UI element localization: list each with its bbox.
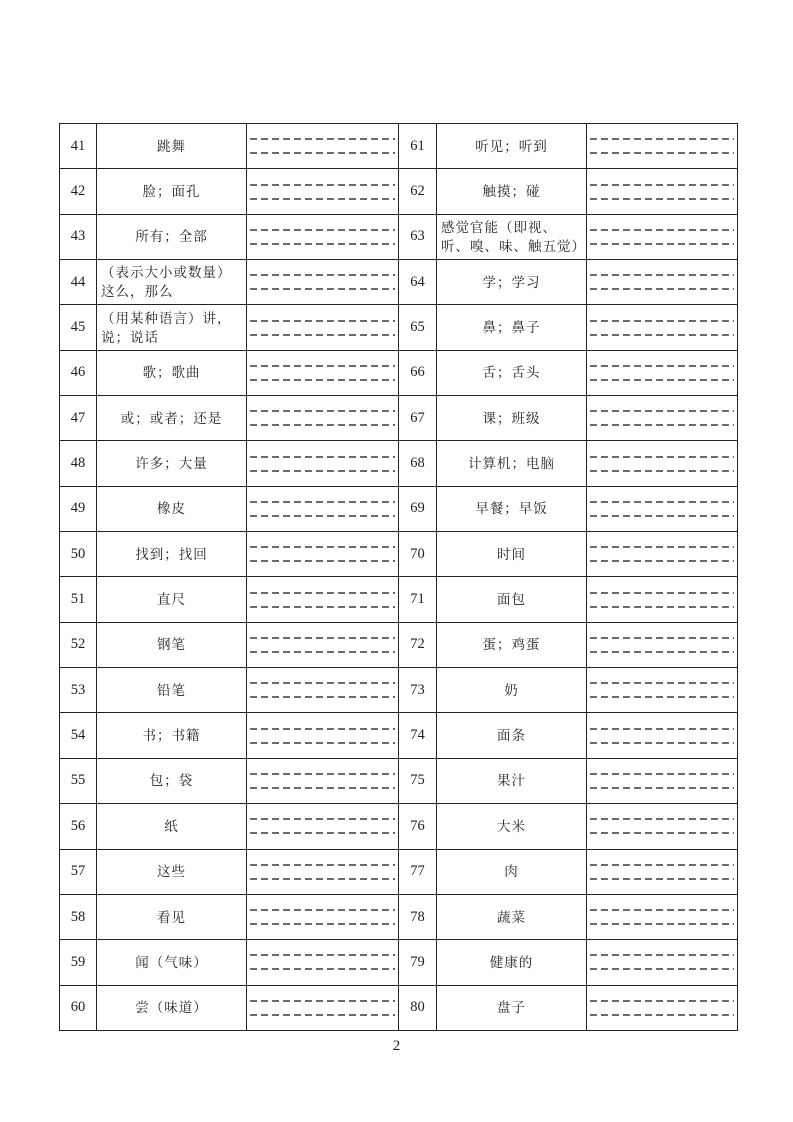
entry-number-cell: 48 (60, 441, 97, 486)
entry-word-cell: 课；班级 (437, 396, 587, 441)
answer-writing-line (590, 274, 734, 276)
answer-blank-stack (250, 805, 395, 847)
entry-number-cell: 77 (399, 849, 437, 894)
answer-writing-line (590, 1000, 734, 1002)
answer-writing-line (250, 456, 395, 458)
entry-number-cell: 42 (60, 169, 97, 214)
answer-writing-line (250, 696, 395, 698)
answer-blank-cell (247, 486, 399, 531)
answer-blank-stack (590, 352, 734, 394)
answer-blank-stack (590, 987, 734, 1029)
answer-blank-cell (587, 668, 738, 713)
answer-blank-cell (247, 214, 399, 259)
entry-word-cell: 早餐；早饭 (437, 486, 587, 531)
entry-number-cell: 59 (60, 940, 97, 985)
entry-word-cell: 直尺 (97, 577, 247, 622)
entry-word-cell: 所有；全部 (97, 214, 247, 259)
answer-blank-cell (247, 849, 399, 894)
answer-blank-stack (590, 443, 734, 485)
answer-writing-line (590, 320, 734, 322)
entry-number-cell: 71 (399, 577, 437, 622)
table-row (60, 214, 738, 259)
entry-number-cell: 54 (60, 713, 97, 758)
answer-blank-stack (590, 896, 734, 938)
entry-word-cell: 尝（味道） (97, 985, 247, 1030)
answer-blank-stack (250, 579, 395, 621)
answer-writing-line (250, 682, 395, 684)
answer-writing-line (590, 365, 734, 367)
answer-blank-stack (590, 851, 734, 893)
entry-number-cell: 58 (60, 894, 97, 939)
entry-number-cell: 49 (60, 486, 97, 531)
answer-writing-line (250, 968, 395, 970)
answer-writing-line (250, 243, 395, 245)
answer-writing-line (590, 696, 734, 698)
entry-number-cell: 72 (399, 622, 437, 667)
vocab-table-body (60, 124, 738, 1031)
table-row (60, 849, 738, 894)
entry-word-cell: 闻（气味） (97, 940, 247, 985)
answer-writing-line (250, 334, 395, 336)
entry-word-cell: 书；书籍 (97, 713, 247, 758)
answer-blank-cell (247, 894, 399, 939)
answer-writing-line (250, 864, 395, 866)
answer-writing-line (250, 320, 395, 322)
entry-word-cell: 大米 (437, 804, 587, 849)
answer-blank-cell (247, 985, 399, 1030)
answer-blank-stack (250, 216, 395, 258)
answer-writing-line (250, 184, 395, 186)
entry-number-cell: 46 (60, 350, 97, 395)
answer-writing-line (250, 515, 395, 517)
answer-writing-line (590, 243, 734, 245)
entry-word-cell: 包；袋 (97, 758, 247, 803)
table-row (60, 260, 738, 305)
entry-number-cell: 52 (60, 622, 97, 667)
answer-writing-line (590, 456, 734, 458)
table-row (60, 396, 738, 441)
entry-number-cell: 62 (399, 169, 437, 214)
answer-blank-stack (250, 533, 395, 575)
answer-writing-line (250, 818, 395, 820)
table-row (60, 486, 738, 531)
entry-number-cell: 80 (399, 985, 437, 1030)
answer-blank-stack (250, 397, 395, 439)
answer-writing-line (250, 832, 395, 834)
entry-word-cell: 学；学习 (437, 260, 587, 305)
answer-blank-cell (247, 668, 399, 713)
answer-blank-cell (587, 713, 738, 758)
answer-blank-stack (590, 941, 734, 983)
answer-writing-line (250, 742, 395, 744)
answer-blank-cell (587, 486, 738, 531)
answer-writing-line (250, 728, 395, 730)
table-row (60, 532, 738, 577)
answer-writing-line (590, 864, 734, 866)
entry-word-cell: 鼻；鼻子 (437, 305, 587, 350)
entry-number-cell: 45 (60, 305, 97, 350)
table-row (60, 758, 738, 803)
answer-writing-line (250, 288, 395, 290)
answer-writing-line (250, 1000, 395, 1002)
answer-blank-stack (250, 352, 395, 394)
table-row (60, 713, 738, 758)
answer-blank-stack (250, 987, 395, 1029)
answer-writing-line (590, 138, 734, 140)
entry-word-cell: 看见 (97, 894, 247, 939)
answer-blank-cell (247, 305, 399, 350)
answer-blank-stack (590, 261, 734, 303)
answer-blank-stack (250, 261, 395, 303)
entry-word-cell: 蔬菜 (437, 894, 587, 939)
answer-blank-cell (587, 305, 738, 350)
answer-writing-line (250, 1014, 395, 1016)
answer-blank-stack (250, 896, 395, 938)
entry-word-cell: 面条 (437, 713, 587, 758)
entry-word-cell: 果汁 (437, 758, 587, 803)
entry-word-cell: 或；或者；还是 (97, 396, 247, 441)
answer-writing-line (250, 365, 395, 367)
answer-writing-line (590, 832, 734, 834)
answer-blank-cell (247, 441, 399, 486)
entry-word-cell: 这些 (97, 849, 247, 894)
entry-word-cell: 铅笔 (97, 668, 247, 713)
entry-word-cell: 奶 (437, 668, 587, 713)
entry-number-cell: 50 (60, 532, 97, 577)
answer-blank-cell (247, 804, 399, 849)
answer-blank-stack (590, 760, 734, 802)
answer-writing-line (590, 424, 734, 426)
table-row (60, 940, 738, 985)
entry-number-cell: 53 (60, 668, 97, 713)
answer-blank-stack (250, 443, 395, 485)
answer-blank-stack (250, 624, 395, 666)
entry-word-cell: 许多；大量 (97, 441, 247, 486)
answer-writing-line (250, 592, 395, 594)
entry-number-cell: 56 (60, 804, 97, 849)
answer-writing-line (250, 274, 395, 276)
entry-word-cell: （用某种语言）讲，说；说话 (97, 305, 247, 350)
answer-writing-line (590, 152, 734, 154)
answer-writing-line (590, 560, 734, 562)
answer-writing-line (590, 773, 734, 775)
answer-blank-cell (247, 713, 399, 758)
answer-blank-stack (590, 216, 734, 258)
entry-number-cell: 74 (399, 713, 437, 758)
entry-word-cell: 找到；找回 (97, 532, 247, 577)
entry-number-cell: 69 (399, 486, 437, 531)
answer-blank-stack (590, 805, 734, 847)
answer-writing-line (590, 515, 734, 517)
answer-blank-cell (587, 985, 738, 1030)
entry-number-cell: 64 (399, 260, 437, 305)
answer-blank-cell (247, 396, 399, 441)
answer-writing-line (250, 424, 395, 426)
answer-blank-stack (590, 533, 734, 575)
answer-writing-line (250, 878, 395, 880)
answer-writing-line (590, 198, 734, 200)
answer-writing-line (590, 288, 734, 290)
entry-number-cell: 78 (399, 894, 437, 939)
answer-writing-line (590, 968, 734, 970)
answer-writing-line (590, 470, 734, 472)
answer-blank-cell (247, 124, 399, 169)
page-number: 2 (392, 1038, 401, 1054)
entry-number-cell: 70 (399, 532, 437, 577)
entry-number-cell: 76 (399, 804, 437, 849)
answer-blank-cell (587, 441, 738, 486)
answer-writing-line (250, 560, 395, 562)
answer-blank-stack (590, 488, 734, 530)
table-row (60, 124, 738, 169)
answer-blank-stack (250, 941, 395, 983)
entry-number-cell: 57 (60, 849, 97, 894)
entry-word-cell: 健康的 (437, 940, 587, 985)
answer-writing-line (590, 546, 734, 548)
entry-number-cell: 66 (399, 350, 437, 395)
answer-blank-cell (247, 260, 399, 305)
entry-number-cell: 51 (60, 577, 97, 622)
answer-writing-line (250, 501, 395, 503)
answer-blank-stack (590, 715, 734, 757)
entry-word-cell: 橡皮 (97, 486, 247, 531)
entry-number-cell: 55 (60, 758, 97, 803)
answer-writing-line (590, 818, 734, 820)
answer-blank-cell (587, 214, 738, 259)
answer-blank-cell (587, 577, 738, 622)
answer-blank-cell (587, 804, 738, 849)
answer-writing-line (250, 651, 395, 653)
answer-writing-line (250, 410, 395, 412)
answer-writing-line (590, 682, 734, 684)
entry-number-cell: 75 (399, 758, 437, 803)
entry-word-cell: 计算机；电脑 (437, 441, 587, 486)
answer-writing-line (590, 742, 734, 744)
entry-number-cell: 73 (399, 668, 437, 713)
table-row (60, 622, 738, 667)
answer-writing-line (590, 909, 734, 911)
answer-blank-cell (587, 849, 738, 894)
answer-writing-line (590, 728, 734, 730)
answer-blank-stack (250, 171, 395, 213)
answer-blank-cell (587, 894, 738, 939)
entry-word-cell: 听见；听到 (437, 124, 587, 169)
table-row (60, 169, 738, 214)
entry-number-cell: 44 (60, 260, 97, 305)
answer-writing-line (590, 229, 734, 231)
entry-number-cell: 68 (399, 441, 437, 486)
answer-writing-line (590, 954, 734, 956)
answer-blank-cell (247, 758, 399, 803)
answer-writing-line (250, 923, 395, 925)
answer-blank-stack (250, 715, 395, 757)
table-row (60, 350, 738, 395)
answer-writing-line (250, 787, 395, 789)
answer-writing-line (250, 637, 395, 639)
answer-writing-line (590, 410, 734, 412)
answer-blank-stack (250, 851, 395, 893)
answer-writing-line (250, 954, 395, 956)
answer-blank-cell (247, 532, 399, 577)
answer-writing-line (250, 379, 395, 381)
entry-word-cell: 纸 (97, 804, 247, 849)
table-row (60, 804, 738, 849)
answer-writing-line (590, 184, 734, 186)
entry-number-cell: 79 (399, 940, 437, 985)
answer-blank-stack (250, 760, 395, 802)
entry-word-cell: 触摸；碰 (437, 169, 587, 214)
entry-number-cell: 43 (60, 214, 97, 259)
entry-word-cell: 盘子 (437, 985, 587, 1030)
answer-writing-line (590, 1014, 734, 1016)
answer-writing-line (590, 878, 734, 880)
answer-blank-stack (250, 125, 395, 167)
entry-number-cell: 63 (399, 214, 437, 259)
entry-number-cell: 65 (399, 305, 437, 350)
answer-blank-stack (590, 307, 734, 349)
entry-word-cell: 时间 (437, 532, 587, 577)
answer-writing-line (250, 152, 395, 154)
answer-writing-line (250, 229, 395, 231)
table-row (60, 985, 738, 1030)
answer-blank-stack (590, 669, 734, 711)
answer-writing-line (590, 787, 734, 789)
entry-number-cell: 67 (399, 396, 437, 441)
entry-word-cell: 感觉官能（即视、听、嗅、味、触五觉） (437, 214, 587, 259)
answer-blank-stack (590, 624, 734, 666)
answer-blank-cell (587, 940, 738, 985)
answer-blank-cell (247, 169, 399, 214)
answer-blank-cell (587, 124, 738, 169)
answer-writing-line (250, 546, 395, 548)
answer-blank-stack (250, 488, 395, 530)
answer-blank-stack (250, 307, 395, 349)
answer-blank-cell (587, 532, 738, 577)
answer-writing-line (250, 909, 395, 911)
entry-word-cell: 脸；面孔 (97, 169, 247, 214)
answer-writing-line (590, 592, 734, 594)
answer-writing-line (590, 334, 734, 336)
table-row (60, 305, 738, 350)
vocab-table (59, 123, 738, 1031)
answer-blank-cell (247, 622, 399, 667)
answer-writing-line (250, 773, 395, 775)
answer-blank-cell (587, 169, 738, 214)
answer-blank-cell (587, 350, 738, 395)
answer-writing-line (590, 923, 734, 925)
answer-blank-cell (247, 940, 399, 985)
answer-blank-cell (587, 622, 738, 667)
entry-number-cell: 60 (60, 985, 97, 1030)
entry-word-cell: 肉 (437, 849, 587, 894)
answer-blank-stack (590, 125, 734, 167)
entry-number-cell: 41 (60, 124, 97, 169)
entry-word-cell: 面包 (437, 577, 587, 622)
entry-word-cell: 跳舞 (97, 124, 247, 169)
table-row (60, 894, 738, 939)
table-row (60, 441, 738, 486)
entry-word-cell: 钢笔 (97, 622, 247, 667)
answer-blank-cell (247, 577, 399, 622)
answer-blank-cell (587, 260, 738, 305)
answer-blank-stack (590, 579, 734, 621)
answer-blank-stack (250, 669, 395, 711)
answer-blank-cell (587, 396, 738, 441)
answer-writing-line (590, 637, 734, 639)
answer-writing-line (590, 651, 734, 653)
answer-writing-line (250, 138, 395, 140)
entry-number-cell: 47 (60, 396, 97, 441)
entry-word-cell: 蛋；鸡蛋 (437, 622, 587, 667)
entry-word-cell: 舌；舌头 (437, 350, 587, 395)
answer-writing-line (590, 606, 734, 608)
answer-writing-line (590, 501, 734, 503)
table-row (60, 577, 738, 622)
answer-writing-line (590, 379, 734, 381)
entry-word-cell: 歌；歌曲 (97, 350, 247, 395)
answer-blank-cell (587, 758, 738, 803)
table-row (60, 668, 738, 713)
answer-writing-line (250, 198, 395, 200)
entry-word-cell: （表示大小或数量）这么，那么 (97, 260, 247, 305)
answer-blank-stack (590, 171, 734, 213)
answer-writing-line (250, 470, 395, 472)
entry-number-cell: 61 (399, 124, 437, 169)
answer-blank-cell (247, 350, 399, 395)
answer-writing-line (250, 606, 395, 608)
answer-blank-stack (590, 397, 734, 439)
